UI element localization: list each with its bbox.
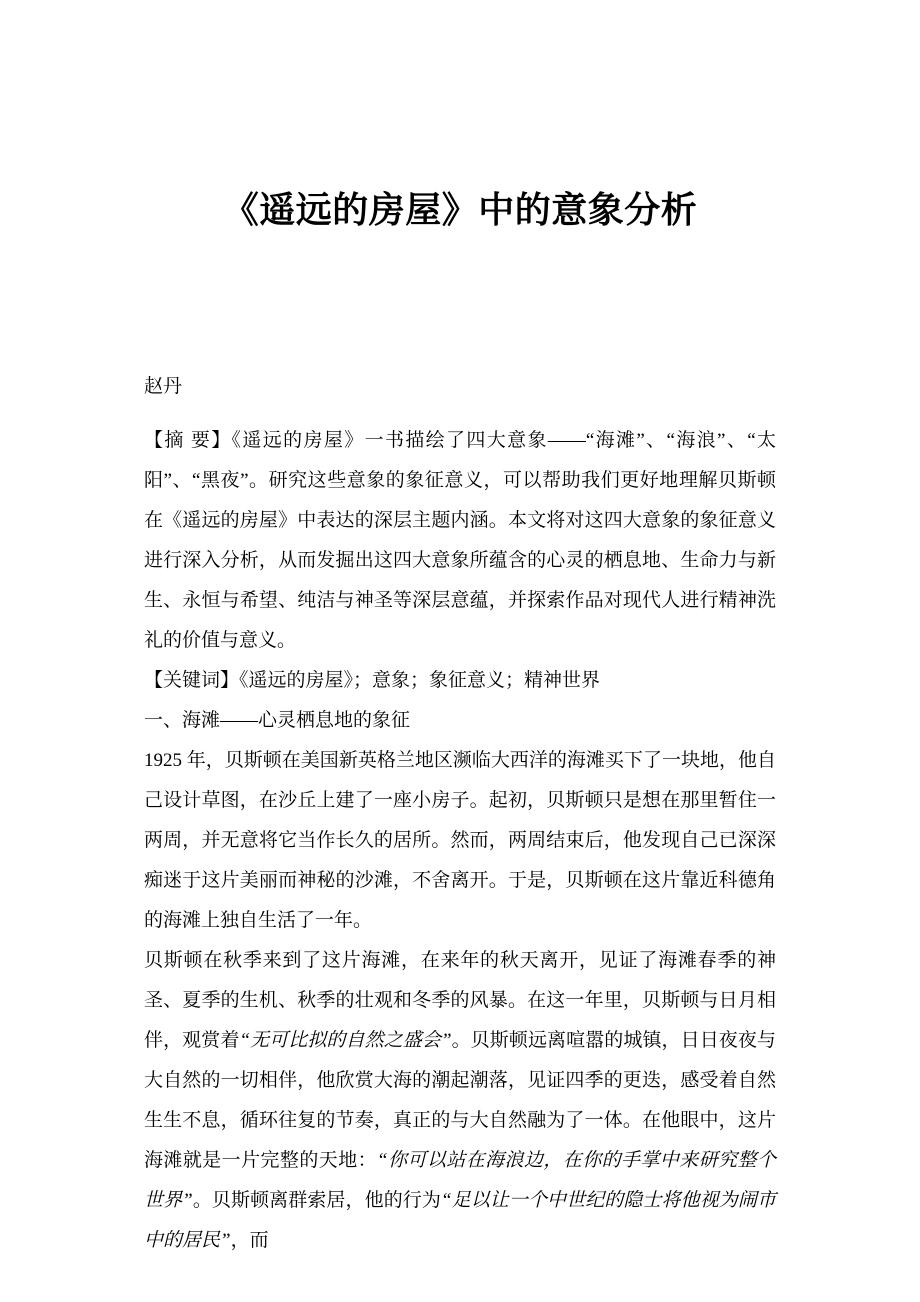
quoted-text: “你可以站在海浪边，在你的手掌中来研究整个世界” <box>144 1150 776 1211</box>
keywords-line: 【关键词】《遥远的房屋》；意象；象征意义；精神世界 <box>144 670 601 691</box>
quoted-text: “足以让一个中世纪的隐士将他视为闹市中的居民” <box>144 1190 776 1251</box>
paragraph-text: ，而 <box>230 1230 269 1251</box>
paragraph-text: 1925 年，贝斯顿在美国新英格兰地区濒临大西洋的海滩买下了一块地，他自己设计草图，在沙丘上建了一座小房子。起初，贝斯顿只是想在那里暂住一两周，并无意将它当作长久的居所。然而，两周结束后，他发现自己已深深痴迷于这片美丽而神秘的沙滩，不舍离开。于是，贝斯顿在这片靠近科德角的海滩上独自生活了一年。 <box>144 750 776 931</box>
body-paragraph <box>144 741 776 941</box>
abstract-paragraph: 【摘 要】《遥远的房屋》一书描绘了四大意象——“海滩”、“海浪”、“太阳”、“黑夜”。研究这些意象的象征意义，可以帮助我们更好地理解贝斯顿在《遥远的房屋》中表达的深层主题内涵。本文将对这四大意象的象征意义进行深入分析，从而发掘出这四大意象所蕴含的心灵的栖息地、生命力与新生、永恒与希望、纯洁与神圣等深层意蕴，并探索作品对现代人进行精神洗礼的价值与意义。 <box>144 430 776 651</box>
paragraph-text: 。贝斯顿远离喧嚣的城镇，日日夜夜与大自然的一切相伴，他欣赏大海的潮起潮落，见证四季的更迭，感受着自然生生不息，循环往复的节奏，真正的与大自然融为了一体。在他眼中，这片海滩就是一片完整的天地： <box>144 1030 776 1171</box>
document-content <box>144 367 776 1261</box>
author-name: 赵丹 <box>144 376 183 397</box>
paragraph-text: 。贝斯顿离群索居，他的行为 <box>192 1190 441 1211</box>
quoted-text: “无可比拟的自然之盛会” <box>239 1030 452 1051</box>
paragraph-text: 贝斯顿在秋季来到了这片海滩，在来年的秋天离开，见证了海滩春季的神圣、夏季的生机、秋季的壮观和冬季的风暴。在这一年里，贝斯顿与日月相伴，观赏着 <box>144 950 776 1051</box>
body-paragraph <box>144 941 776 1261</box>
section-heading: 一、海滩——心灵栖息地的象征 <box>144 710 411 731</box>
document-body <box>144 741 776 1261</box>
document-title: 《遥远的房屋》中的意象分析 <box>222 190 698 230</box>
